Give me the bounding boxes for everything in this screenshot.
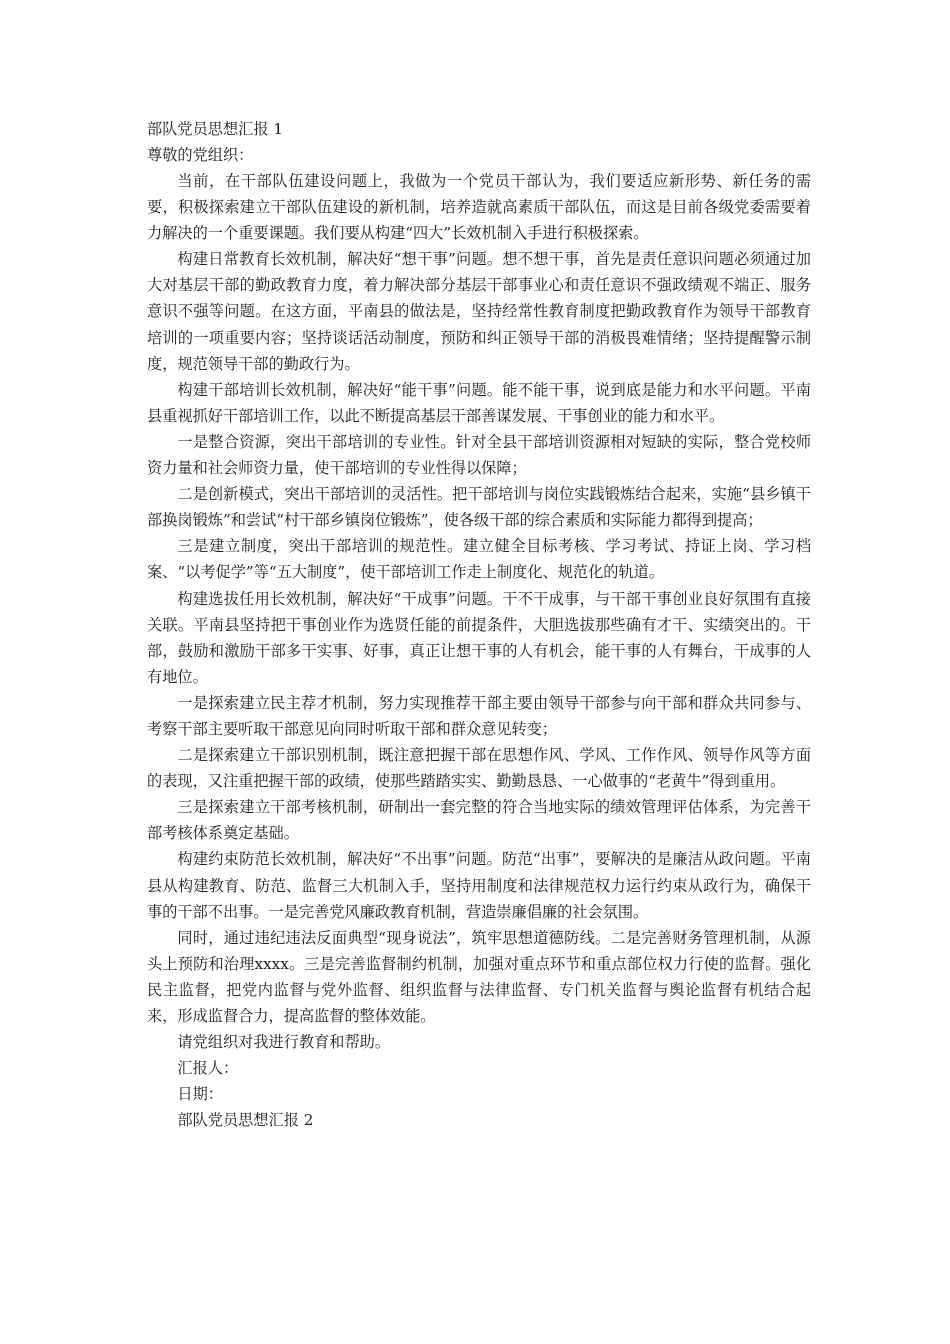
closing-request: 请党组织对我进行教育和帮助。 [177, 1033, 391, 1052]
date-label: 日期： [177, 1085, 223, 1104]
document-page [147, 116, 811, 1133]
next-section-title: 部队党员思想汇报 2 [177, 1111, 314, 1130]
paragraph: 二是探索建立干部识别机制，既注意把握干部在思想作风、学风、工作作风、领导作风等方面的表现，又注重把握干部的政绩，使那些踏踏实实、勤勤恳恳、一心做事的“老黄牛”得到重用。 [147, 746, 811, 791]
paragraph: 三是探索建立干部考核机制，研制出一套完整的符合当地实际的绩效管理评估体系，为完善干部考核体系奠定基础。 [147, 798, 811, 843]
document-title: 部队党员思想汇报 1 [147, 120, 283, 138]
salutation: 尊敬的党组织： [147, 146, 254, 164]
paragraph: 一是探索建立民主荐才机制，努力实现推荐干部主要由领导干部参与向干部和群众共同参与、考察干部主要听取干部意见向同时听取干部和群众意见转变； [147, 693, 811, 738]
reporter-label: 汇报人： [177, 1059, 239, 1078]
paragraph: 构建选拔任用长效机制，解决好“干成事”问题。干不干成事，与干部干事创业良好氛围有直接关联。平南县坚持把干事创业作为选贤任能的前提条件，大胆选拔那些确有才干、实绩突出的。干部，鼓励和激励干部多干实事、好事，真正让想干事的人有机会，能干事的人有舞台，干成事的人有地位。 [147, 589, 811, 686]
paragraph: 构建约束防范长效机制，解决好“不出事”问题。防范“出事”，要解决的是廉洁从政问题。平南县从构建教育、防范、监督三大机制入手，坚持用制度和法律规范权力运行约束从政行为，确保干事的干部不出事。一是完善党风廉政教育机制，营造崇廉倡廉的社会氛围。 [147, 850, 811, 921]
paragraph: 三是建立制度，突出干部培训的规范性。建立健全目标考核、学习考试、持证上岗、学习档案、“以考促学”等“五大制度”，使干部培训工作走上制度化、规范化的轨道。 [147, 537, 811, 582]
paragraph: 当前，在干部队伍建设问题上，我做为一个党员干部认为，我们要适应新形势、新任务的需要，积极探索建立干部队伍建设的新机制，培养造就高素质干部队伍，而这是目前各级党委需要着力解决的一个重要课题。我们要从构建“四大”长效机制入手进行积极探索。 [147, 172, 811, 243]
paragraph: 二是创新模式，突出干部培训的灵活性。把干部培训与岗位实践锻炼结合起来，实施“县乡镇干部换岗锻炼”和尝试“村干部乡镇岗位锻炼”，使各级干部的综合素质和实际能力都得到提高； [147, 485, 811, 530]
paragraph: 同时，通过违纪违法反面典型“现身说法”，筑牢思想道德防线。二是完善财务管理机制，从源头上预防和治理xxxx。三是完善监督制约机制，加强对重点环节和重点部位权力行使的监督。强化民主监督，把党内监督与党外监督、组织监督与法律监督、专门机关监督与舆论监督有机结合起来，形成监督合力，提高监督的整体效能。 [147, 928, 811, 1025]
paragraph: 构建干部培训长效机制，解决好“能干事”问题。能不能干事，说到底是能力和水平问题。平南县重视抓好干部培训工作，以此不断提高基层干部善谋发展、干事创业的能力和水平。 [147, 380, 811, 425]
paragraph: 构建日常教育长效机制，解决好“想干事”问题。想不想干事，首先是责任意识问题必须通过加大对基层干部的勤政教育力度，着力解决部分基层干部事业心和责任意识不强政绩观不端正、服务意识不强等问题。在这方面，平南县的做法是，坚持经常性教育制度把勤政教育作为领导干部教育培训的一项重要内容；坚持谈话活动制度，预防和纠正领导干部的消极畏难情绪；坚持提醒警示制度，规范领导干部的勤政行为。 [147, 250, 811, 373]
paragraph: 一是整合资源，突出干部培训的专业性。针对全县干部培训资源相对短缺的实际，整合党校师资力量和社会师资力量，使干部培训的专业性得以保障； [147, 432, 811, 478]
